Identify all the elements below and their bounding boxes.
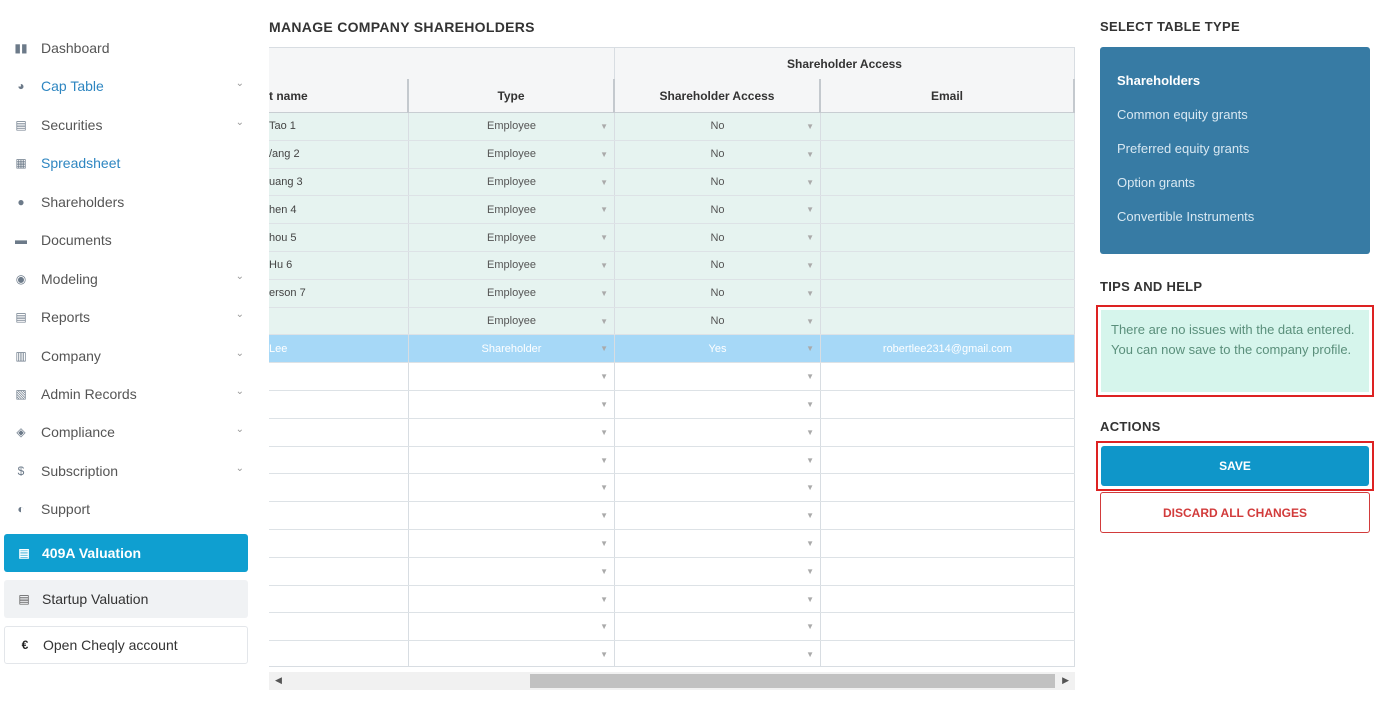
email-cell[interactable] (821, 141, 1075, 168)
access-cell[interactable] (615, 141, 821, 168)
column-header-name[interactable]: t name (269, 79, 409, 113)
sidebar-item-documents[interactable] (14, 228, 250, 252)
table-row[interactable] (269, 502, 1075, 530)
table-row[interactable] (269, 113, 1075, 141)
access-cell[interactable] (615, 196, 821, 223)
dropdown-arrow-icon[interactable]: ▼ (600, 650, 608, 660)
name-cell[interactable] (269, 641, 409, 667)
access-cell[interactable] (615, 224, 821, 251)
access-value: No (710, 148, 725, 161)
sidebar-item-label: Company (41, 348, 101, 364)
chevron-down-icon: ⌄ (235, 309, 244, 320)
access-cell[interactable] (615, 641, 821, 667)
dollar-icon: $ (17, 464, 25, 478)
sidebar-item-label: Modeling (41, 271, 98, 287)
email-cell[interactable] (821, 280, 1075, 307)
chevron-down-icon: ⌄ (235, 117, 244, 128)
valuation-409a-button[interactable] (4, 534, 248, 572)
dropdown-arrow-icon[interactable]: ▼ (600, 399, 608, 409)
email-cell[interactable] (821, 641, 1075, 667)
email-cell[interactable] (821, 586, 1075, 613)
type-value: Employee (487, 314, 536, 327)
table-row[interactable] (269, 558, 1075, 586)
email-cell[interactable] (821, 308, 1075, 335)
dropdown-arrow-icon[interactable]: ▼ (600, 622, 608, 632)
dropdown-arrow-icon[interactable]: ▼ (806, 122, 814, 131)
dropdown-arrow-icon[interactable]: ▼ (600, 538, 608, 548)
type-cell[interactable] (409, 530, 615, 557)
dropdown-arrow-icon[interactable]: ▼ (600, 122, 608, 131)
access-cell[interactable] (615, 586, 821, 613)
access-cell[interactable] (615, 169, 821, 196)
shield-icon: ◈ (16, 425, 26, 439)
type-cell[interactable] (409, 613, 615, 640)
name-cell[interactable]: uang 3 (269, 169, 409, 196)
type-cell[interactable] (409, 586, 615, 613)
table-row[interactable] (269, 419, 1075, 447)
type-cell[interactable] (409, 113, 615, 140)
name-cell[interactable]: hen 4 (269, 196, 409, 223)
access-cell[interactable] (615, 113, 821, 140)
email-cell[interactable]: robertlee2314@gmail.com (821, 335, 1075, 362)
access-cell[interactable] (615, 335, 821, 362)
type-cell[interactable] (409, 224, 615, 251)
name-cell[interactable] (269, 447, 409, 474)
type-value: Employee (487, 203, 536, 216)
table-row[interactable] (269, 586, 1075, 614)
tips-text: There are no issues with the data entered. You can now save to the company profile. (1101, 310, 1369, 392)
access-value: No (710, 175, 725, 188)
sidebar-item-subscription[interactable] (14, 459, 250, 483)
email-cell[interactable] (821, 419, 1075, 446)
chevron-down-icon: ⌄ (235, 424, 244, 435)
table-type-option-grants[interactable]: Option grants (1117, 175, 1196, 190)
table-type-title: SELECT TABLE TYPE (1100, 19, 1240, 34)
dropdown-arrow-icon[interactable]: ▼ (806, 260, 814, 270)
type-cell[interactable] (409, 280, 615, 307)
access-cell[interactable] (615, 363, 821, 390)
document-icon: ▤ (18, 592, 30, 606)
sidebar-item-label: Support (41, 501, 91, 517)
name-cell[interactable] (269, 613, 409, 640)
dropdown-arrow-icon[interactable]: ▼ (600, 205, 608, 215)
sidebar-item-company[interactable] (14, 344, 250, 368)
open-cheqly-button[interactable] (4, 626, 248, 664)
chevron-down-icon: ⌄ (235, 386, 244, 397)
document-icon: ▤ (15, 118, 27, 132)
name-cell[interactable]: /ang 2 (269, 141, 409, 168)
dropdown-arrow-icon[interactable]: ▼ (600, 149, 608, 159)
type-cell[interactable] (409, 335, 615, 362)
cheqly-logo-icon: € (21, 638, 29, 652)
access-value: No (710, 314, 725, 327)
name-cell[interactable]: Lee (269, 335, 409, 362)
sidebar-item-modeling[interactable] (14, 267, 250, 291)
dropdown-arrow-icon[interactable]: ▼ (600, 511, 608, 521)
sidebar-item-label: Subscription (41, 463, 119, 479)
name-cell[interactable] (269, 586, 409, 613)
name-cell[interactable]: erson 7 (269, 280, 409, 307)
table-row[interactable] (269, 169, 1075, 197)
type-value: Employee (487, 259, 536, 272)
table-row[interactable] (269, 308, 1075, 336)
dropdown-arrow-icon[interactable]: ▼ (600, 566, 608, 576)
name-cell[interactable]: hou 5 (269, 224, 409, 251)
access-cell[interactable] (615, 447, 821, 474)
horizontal-scrollbar[interactable] (269, 672, 1075, 690)
actions-title: ACTIONS (1100, 419, 1161, 434)
name-cell[interactable] (269, 363, 409, 390)
dropdown-arrow-icon[interactable]: ▼ (806, 483, 814, 493)
dropdown-arrow-icon[interactable]: ▼ (806, 427, 814, 437)
email-cell[interactable] (821, 613, 1075, 640)
type-value: Employee (487, 120, 536, 133)
dropdown-arrow-icon[interactable]: ▼ (600, 177, 608, 187)
name-cell[interactable] (269, 558, 409, 585)
table-row[interactable] (269, 335, 1075, 363)
dropdown-arrow-icon[interactable]: ▼ (806, 344, 814, 354)
dropdown-arrow-icon[interactable]: ▼ (806, 288, 814, 298)
type-cell[interactable] (409, 196, 615, 223)
table-row[interactable] (269, 613, 1075, 641)
type-value: Employee (487, 231, 536, 244)
access-value: No (710, 231, 725, 244)
dropdown-arrow-icon[interactable]: ▼ (806, 622, 814, 632)
type-cell[interactable] (409, 391, 615, 418)
email-cell[interactable] (821, 474, 1075, 501)
type-cell[interactable] (409, 141, 615, 168)
group-header-blank (269, 48, 615, 79)
scrollbar-thumb[interactable] (530, 674, 1055, 688)
sidebar-item-cap-table[interactable] (14, 74, 250, 98)
chevron-down-icon: ⌄ (235, 78, 244, 89)
sidebar (0, 0, 256, 701)
table-type-convertible-instruments[interactable]: Convertible Instruments (1117, 209, 1255, 224)
name-cell[interactable] (269, 474, 409, 501)
sidebar-item-label: Admin Records (41, 386, 137, 402)
email-cell[interactable] (821, 558, 1075, 585)
open-cheqly-label: Open Cheqly account (43, 637, 178, 653)
dropdown-arrow-icon[interactable]: ▼ (600, 344, 608, 354)
dropdown-arrow-icon[interactable]: ▼ (806, 399, 814, 409)
table-type-selector (1100, 47, 1370, 254)
column-header-email[interactable]: Email (821, 79, 1075, 113)
dropdown-arrow-icon[interactable]: ▼ (600, 483, 608, 493)
name-cell[interactable]: Hu 6 (269, 252, 409, 279)
dropdown-arrow-icon[interactable]: ▼ (806, 233, 814, 243)
access-value: Yes (708, 342, 727, 355)
dropdown-arrow-icon[interactable]: ▼ (806, 511, 814, 521)
access-cell[interactable] (615, 474, 821, 501)
access-cell[interactable] (615, 558, 821, 585)
type-cell[interactable] (409, 474, 615, 501)
dropdown-arrow-icon[interactable]: ▼ (806, 650, 814, 660)
dropdown-arrow-icon[interactable]: ▼ (806, 566, 814, 576)
type-cell[interactable] (409, 308, 615, 335)
table-row[interactable] (269, 252, 1075, 280)
sidebar-item-reports[interactable] (14, 305, 250, 329)
pie-chart-icon: ◕ (17, 79, 25, 93)
email-cell[interactable] (821, 530, 1075, 557)
dropdown-arrow-icon[interactable]: ▼ (806, 177, 814, 187)
email-cell[interactable] (821, 224, 1075, 251)
save-button[interactable]: SAVE (1101, 446, 1369, 486)
access-cell[interactable] (615, 391, 821, 418)
folder-icon: ▬ (15, 233, 27, 247)
table-row[interactable] (269, 196, 1075, 224)
sidebar-item-compliance[interactable] (14, 420, 250, 444)
sidebar-item-spreadsheet[interactable] (14, 151, 250, 175)
table-type-shareholders[interactable]: Shareholders (1117, 73, 1201, 88)
table-type-preferred-equity-grants[interactable]: Preferred equity grants (1117, 141, 1250, 156)
dropdown-arrow-icon[interactable]: ▼ (600, 288, 608, 298)
startup-valuation-button[interactable] (4, 580, 248, 618)
dropdown-arrow-icon[interactable]: ▼ (600, 372, 608, 382)
access-value: No (710, 120, 725, 133)
email-cell[interactable] (821, 363, 1075, 390)
access-cell[interactable] (615, 502, 821, 529)
name-cell[interactable] (269, 419, 409, 446)
dropdown-arrow-icon[interactable]: ▼ (600, 316, 608, 326)
column-header-row (269, 79, 1075, 113)
records-icon: ▧ (15, 387, 27, 401)
dropdown-arrow-icon[interactable]: ▼ (806, 372, 814, 382)
email-cell[interactable] (821, 391, 1075, 418)
dropdown-arrow-icon[interactable]: ▼ (806, 205, 814, 215)
dropdown-arrow-icon[interactable]: ▼ (600, 455, 608, 465)
sidebar-item-label: Cap Table (41, 78, 104, 94)
dropdown-arrow-icon[interactable]: ▼ (806, 316, 814, 326)
type-cell[interactable] (409, 502, 615, 529)
valuation-409a-label: 409A Valuation (42, 545, 142, 561)
column-header-type[interactable]: Type (409, 79, 615, 113)
discard-all-changes-button[interactable]: DISCARD ALL CHANGES (1100, 492, 1370, 533)
dropdown-arrow-icon[interactable]: ▼ (600, 594, 608, 604)
tips-title: TIPS AND HELP (1100, 279, 1203, 294)
dropdown-arrow-icon[interactable]: ▼ (806, 455, 814, 465)
type-cell[interactable] (409, 252, 615, 279)
dropdown-arrow-icon[interactable]: ▼ (806, 594, 814, 604)
support-icon: ◐ (17, 502, 25, 516)
type-value: Shareholder (481, 342, 542, 355)
name-cell[interactable] (269, 530, 409, 557)
dropdown-arrow-icon[interactable]: ▼ (806, 538, 814, 548)
table-row[interactable] (269, 363, 1075, 391)
table-row[interactable] (269, 641, 1075, 667)
type-value: Employee (487, 287, 536, 300)
table-row[interactable] (269, 391, 1075, 419)
access-cell[interactable] (615, 613, 821, 640)
scroll-right-icon[interactable]: ▶ (1062, 675, 1069, 685)
dropdown-arrow-icon[interactable]: ▼ (600, 260, 608, 270)
column-header-access[interactable]: Shareholder Access (615, 79, 821, 113)
startup-valuation-label: Startup Valuation (42, 591, 149, 607)
access-value: No (710, 287, 725, 300)
tips-box (1096, 305, 1374, 397)
sidebar-item-securities[interactable] (14, 113, 250, 137)
dropdown-arrow-icon[interactable]: ▼ (600, 233, 608, 243)
email-cell[interactable] (821, 113, 1075, 140)
sidebar-item-support[interactable] (14, 497, 250, 521)
page-title: MANAGE COMPANY SHAREHOLDERS (269, 19, 535, 35)
document-icon: ▤ (18, 546, 30, 560)
chevron-down-icon: ⌄ (235, 271, 244, 282)
email-cell[interactable] (821, 502, 1075, 529)
table-row[interactable] (269, 141, 1075, 169)
spreadsheet-icon: ▦ (15, 156, 27, 170)
chevron-down-icon: ⌄ (235, 348, 244, 359)
name-cell[interactable] (269, 308, 409, 335)
group-header-shareholder-access: Shareholder Access (615, 48, 1075, 79)
table-row[interactable] (269, 447, 1075, 475)
sidebar-item-label: Spreadsheet (41, 155, 121, 171)
type-cell[interactable] (409, 419, 615, 446)
group-header-row (269, 48, 1075, 79)
user-icon: ● (17, 195, 25, 209)
chevron-down-icon: ⌄ (235, 463, 244, 474)
dropdown-arrow-icon[interactable]: ▼ (806, 149, 814, 159)
access-cell[interactable] (615, 530, 821, 557)
report-icon: ▤ (15, 310, 27, 324)
table-type-common-equity-grants[interactable]: Common equity grants (1117, 107, 1248, 122)
shareholders-grid (269, 47, 1075, 667)
access-cell[interactable] (615, 308, 821, 335)
table-row[interactable] (269, 224, 1075, 252)
name-cell[interactable]: Tao 1 (269, 113, 409, 140)
lightbulb-icon: ◉ (15, 272, 27, 286)
type-cell[interactable] (409, 169, 615, 196)
access-cell[interactable] (615, 252, 821, 279)
sidebar-item-label: Securities (41, 117, 103, 133)
type-cell[interactable] (409, 363, 615, 390)
sidebar-item-label: Documents (41, 232, 112, 248)
sidebar-item-label: Compliance (41, 424, 115, 440)
type-cell[interactable] (409, 558, 615, 585)
sidebar-item-shareholders[interactable] (14, 190, 250, 214)
sidebar-item-label: Shareholders (41, 194, 125, 210)
email-cell[interactable] (821, 447, 1075, 474)
access-value: No (710, 203, 725, 216)
sidebar-item-label: Reports (41, 309, 91, 325)
email-cell[interactable] (821, 169, 1075, 196)
access-value: No (710, 259, 725, 272)
sidebar-item-admin-records[interactable] (14, 382, 250, 406)
type-value: Employee (487, 175, 536, 188)
table-row[interactable] (269, 530, 1075, 558)
dashboard-icon: ▮▮ (14, 41, 28, 55)
type-value: Employee (487, 148, 536, 161)
name-cell[interactable] (269, 502, 409, 529)
email-cell[interactable] (821, 196, 1075, 223)
building-icon: ▥ (15, 349, 27, 363)
type-cell[interactable] (409, 447, 615, 474)
type-cell[interactable] (409, 641, 615, 667)
access-cell[interactable] (615, 280, 821, 307)
sidebar-item-label: Dashboard (41, 40, 110, 56)
grid-rows (269, 113, 1075, 667)
name-cell[interactable] (269, 391, 409, 418)
scroll-left-icon[interactable]: ◀ (275, 675, 282, 685)
access-cell[interactable] (615, 419, 821, 446)
table-row[interactable] (269, 280, 1075, 308)
table-row[interactable] (269, 474, 1075, 502)
dropdown-arrow-icon[interactable]: ▼ (600, 427, 608, 437)
sidebar-item-dashboard[interactable] (14, 36, 250, 60)
save-highlight (1096, 441, 1374, 491)
email-cell[interactable] (821, 252, 1075, 279)
